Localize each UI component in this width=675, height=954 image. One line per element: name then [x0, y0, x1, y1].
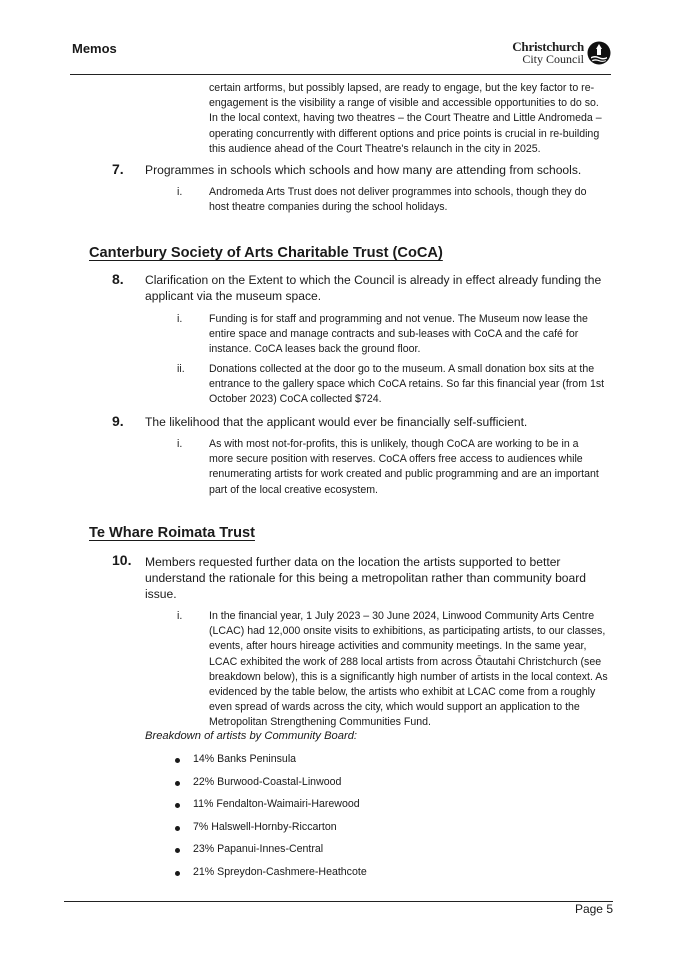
question-text: Clarification on the Extent to which the Council is already in effect already funding the applicant via the museum space.	[145, 273, 602, 303]
list-item: 11% Fendalton-Waimairi-Harewood	[193, 798, 360, 810]
question-number: 9.	[112, 413, 124, 429]
page-header	[70, 38, 611, 75]
question-number: 10.	[112, 552, 132, 568]
bullet-icon	[175, 871, 180, 876]
bullet-icon	[175, 781, 180, 786]
bullet-icon	[175, 803, 180, 808]
answer-text: As with most not-for-profits, this is unlikely, though CoCA are working to be in a more secure position with reserves. CoCA offers free access to audiences while renumerating artists for work created and public programming and are an important part of the local creative ecosystem.	[209, 438, 599, 496]
question-text: The likelihood that the applicant would ever be financially self-sufficient.	[145, 415, 528, 429]
answer-numeral: i.	[177, 186, 183, 198]
answer-numeral: i.	[177, 610, 183, 622]
memo-title: Memos	[72, 41, 117, 56]
section-heading-whare: Te Whare Roimata Trust	[89, 525, 255, 541]
question-text: Programmes in schools which schools and how many are attending from schools.	[145, 163, 582, 177]
council-logo	[512, 38, 611, 68]
list-item: 7% Halswell-Hornby-Riccarton	[193, 821, 337, 833]
answer-numeral: ii.	[177, 363, 185, 375]
answer-text: Donations collected at the door go to the museum. A small donation box sits at the entrance to the gallery space which CoCA retains. So far this financial year (from 1st October 2023) CoCA collected $724.	[209, 363, 605, 406]
question-number: 8.	[112, 271, 124, 287]
bullet-icon	[175, 826, 180, 831]
question-text: Members requested further data on the location the artists supported to better understand the rationale for this being a metropolitan rather than community board issue.	[145, 555, 587, 601]
list-item: 23% Papanui-Innes-Central	[193, 843, 323, 855]
page-number: Page 5	[574, 902, 613, 916]
breakdown-heading: Breakdown of artists by Community Board:	[145, 730, 358, 742]
answer-text: Funding is for staff and programming and not venue. The Museum now lease the entire space and manage contracts and sub-leases with CoCA and the café for instance. CoCA leases back the ground floor.	[209, 313, 588, 356]
logo-line1: Christchurch	[512, 39, 584, 54]
answer-numeral: i.	[177, 313, 183, 325]
list-item: 14% Banks Peninsula	[193, 753, 296, 765]
page-footer	[64, 901, 613, 916]
answer-text: Andromeda Arts Trust does not deliver programmes into schools, though they do host theatre companies during the school holidays.	[209, 186, 587, 214]
list-item: 21% Spreydon-Cashmere-Heathcote	[193, 866, 367, 878]
logo-line2: City Council	[522, 52, 584, 66]
cathedral-emblem-icon	[587, 41, 611, 65]
question-number: 7.	[112, 161, 124, 177]
answer-text: In the financial year, 1 July 2023 – 30 June 2024, Linwood Community Arts Centre (LCAC) had 12,000 onsite visits to exhibitions, as participating artists, to our classes, events, after hours hireage activities and community meetings. In the same year, LCAC exhibited the work of 288 local artists from across Ōtautahi Christchurch (see breakdown below), this is a significantly high number of artists in the local context. As evidenced by the table below, the artists who exhibit at LCAC come from a roughly even spread of wards across the city, which would support an application to the Metropolitan Strengthening Communities Fund.	[209, 610, 608, 729]
answer-numeral: i.	[177, 438, 183, 450]
section-heading-coca: Canterbury Society of Arts Charitable Trust (CoCA)	[89, 245, 443, 261]
bullet-icon	[175, 758, 180, 763]
list-item: 22% Burwood-Coastal-Linwood	[193, 776, 341, 788]
bullet-icon	[175, 848, 180, 853]
intro-continuation: certain artforms, but possibly lapsed, are ready to engage, but the key factor to re-engagement is the visibility a range of visible and accessible opportunities to do so. In the local context, having two theatres – the Court Theatre and Little Andromeda – operating concurrently with different options and price points is crucial in re-building this audience ahead of the Court Theatre's relaunch in the city in 2025.	[209, 82, 602, 155]
